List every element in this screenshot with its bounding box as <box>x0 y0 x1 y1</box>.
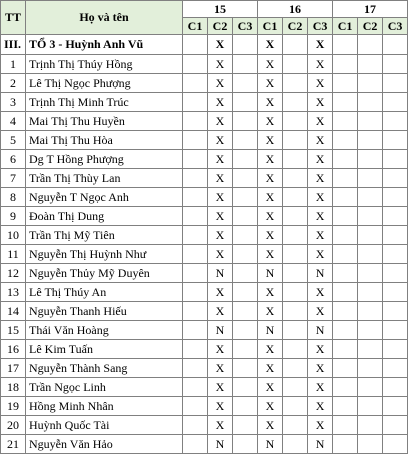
table-row <box>1 245 408 264</box>
mark-cell: X <box>208 74 233 93</box>
mark-cell <box>233 74 258 93</box>
mark-cell: N <box>208 264 233 283</box>
table-row <box>1 321 408 340</box>
member-name: Mai Thị Thu Huyền <box>26 112 183 131</box>
mark-cell <box>183 74 208 93</box>
mark-cell: X <box>308 207 333 226</box>
mark-cell: X <box>208 245 233 264</box>
member-name: Lê Kim Tuấn <box>26 340 183 359</box>
mark-cell: X <box>208 340 233 359</box>
mark-cell: X <box>258 93 283 112</box>
mark-cell <box>333 207 358 226</box>
mark-cell <box>283 416 308 435</box>
mark-cell <box>183 35 208 55</box>
table-row <box>1 207 408 226</box>
mark-cell <box>358 188 383 207</box>
mark-cell <box>183 112 208 131</box>
row-index: 1 <box>1 55 26 74</box>
mark-cell <box>283 302 308 321</box>
mark-cell: X <box>208 93 233 112</box>
mark-cell <box>333 55 358 74</box>
member-name: Nguyễn Thành Sang <box>26 359 183 378</box>
mark-cell <box>283 188 308 207</box>
mark-cell <box>183 169 208 188</box>
mark-cell <box>283 245 308 264</box>
mark-cell: X <box>308 188 333 207</box>
mark-cell <box>233 245 258 264</box>
mark-cell: X <box>208 112 233 131</box>
mark-cell <box>183 302 208 321</box>
mark-cell: X <box>258 35 283 55</box>
mark-cell <box>358 416 383 435</box>
mark-cell <box>383 226 408 245</box>
mark-cell <box>183 150 208 169</box>
mark-cell <box>233 397 258 416</box>
header-name: Họ và tên <box>26 1 183 35</box>
mark-cell <box>183 131 208 150</box>
mark-cell <box>183 245 208 264</box>
mark-cell: X <box>308 378 333 397</box>
mark-cell <box>333 112 358 131</box>
mark-cell <box>383 169 408 188</box>
table-row <box>1 150 408 169</box>
mark-cell: X <box>308 55 333 74</box>
row-index: 3 <box>1 93 26 112</box>
mark-cell: X <box>258 283 283 302</box>
mark-cell <box>358 93 383 112</box>
row-index: 20 <box>1 416 26 435</box>
mark-cell: X <box>208 55 233 74</box>
mark-cell: X <box>258 74 283 93</box>
header-session: C3 <box>383 18 408 35</box>
mark-cell <box>183 359 208 378</box>
mark-cell: X <box>308 226 333 245</box>
mark-cell <box>333 169 358 188</box>
mark-cell: X <box>308 74 333 93</box>
row-index: 9 <box>1 207 26 226</box>
mark-cell <box>333 245 358 264</box>
mark-cell <box>233 150 258 169</box>
mark-cell <box>358 131 383 150</box>
mark-cell <box>183 416 208 435</box>
mark-cell <box>233 188 258 207</box>
mark-cell: X <box>208 416 233 435</box>
mark-cell <box>358 264 383 283</box>
mark-cell: X <box>308 112 333 131</box>
mark-cell <box>358 321 383 340</box>
mark-cell: X <box>258 150 283 169</box>
mark-cell <box>383 340 408 359</box>
table-row <box>1 416 408 435</box>
mark-cell: X <box>208 359 233 378</box>
table-row <box>1 264 408 283</box>
mark-cell <box>233 264 258 283</box>
header-session: C2 <box>208 18 233 35</box>
mark-cell <box>283 321 308 340</box>
mark-cell <box>333 321 358 340</box>
mark-cell <box>358 169 383 188</box>
mark-cell <box>333 93 358 112</box>
mark-cell <box>183 93 208 112</box>
mark-cell: X <box>308 302 333 321</box>
mark-cell <box>333 359 358 378</box>
mark-cell <box>183 321 208 340</box>
row-index: 12 <box>1 264 26 283</box>
mark-cell <box>358 112 383 131</box>
member-name: Trịnh Thị Thúy Hồng <box>26 55 183 74</box>
mark-cell <box>283 131 308 150</box>
mark-cell: N <box>208 321 233 340</box>
mark-cell <box>233 207 258 226</box>
mark-cell: X <box>258 207 283 226</box>
table-row <box>1 93 408 112</box>
mark-cell: N <box>308 435 333 454</box>
table-row <box>1 302 408 321</box>
mark-cell: X <box>308 397 333 416</box>
mark-cell <box>183 55 208 74</box>
mark-cell <box>333 150 358 169</box>
mark-cell: N <box>308 321 333 340</box>
mark-cell <box>233 435 258 454</box>
table-row <box>1 283 408 302</box>
mark-cell <box>183 397 208 416</box>
row-index: 2 <box>1 74 26 93</box>
mark-cell <box>333 74 358 93</box>
header-session: C1 <box>183 18 208 35</box>
mark-cell <box>183 435 208 454</box>
member-name: Huỳnh Quốc Tài <box>26 416 183 435</box>
mark-cell <box>383 112 408 131</box>
mark-cell <box>383 359 408 378</box>
member-name: Nguyễn T Ngọc Anh <box>26 188 183 207</box>
group-index: III. <box>1 35 26 55</box>
mark-cell <box>358 302 383 321</box>
mark-cell <box>358 340 383 359</box>
mark-cell <box>383 55 408 74</box>
mark-cell <box>233 416 258 435</box>
row-index: 8 <box>1 188 26 207</box>
mark-cell: X <box>308 35 333 55</box>
table-row <box>1 74 408 93</box>
mark-cell: X <box>208 188 233 207</box>
mark-cell <box>233 302 258 321</box>
mark-cell <box>358 226 383 245</box>
mark-cell <box>183 340 208 359</box>
member-name: Thái Văn Hoàng <box>26 321 183 340</box>
header-session: C3 <box>308 18 333 35</box>
mark-cell <box>383 35 408 55</box>
mark-cell <box>283 226 308 245</box>
mark-cell: X <box>208 35 233 55</box>
member-name: Mai Thị Thu Hòa <box>26 131 183 150</box>
mark-cell <box>283 397 308 416</box>
mark-cell <box>383 397 408 416</box>
mark-cell <box>333 416 358 435</box>
mark-cell <box>383 207 408 226</box>
mark-cell: X <box>308 169 333 188</box>
group-row <box>1 35 408 55</box>
mark-cell <box>358 35 383 55</box>
mark-cell: X <box>308 93 333 112</box>
member-name: Nguyễn Thị Huỳnh Như <box>26 245 183 264</box>
mark-cell <box>358 397 383 416</box>
mark-cell: X <box>258 378 283 397</box>
mark-cell <box>283 35 308 55</box>
header-session: C2 <box>358 18 383 35</box>
mark-cell <box>358 207 383 226</box>
mark-cell: X <box>208 207 233 226</box>
mark-cell <box>358 359 383 378</box>
mark-cell <box>383 150 408 169</box>
mark-cell <box>283 359 308 378</box>
mark-cell: X <box>258 112 283 131</box>
row-index: 10 <box>1 226 26 245</box>
mark-cell <box>333 264 358 283</box>
mark-cell <box>233 55 258 74</box>
mark-cell: X <box>258 340 283 359</box>
mark-cell <box>283 150 308 169</box>
group-title: TỔ 3 - Huỳnh Anh Vũ <box>26 35 183 55</box>
mark-cell: X <box>258 397 283 416</box>
mark-cell: X <box>208 283 233 302</box>
mark-cell <box>183 264 208 283</box>
member-name: Trần Thị Mỹ Tiên <box>26 226 183 245</box>
mark-cell <box>233 321 258 340</box>
header-week: 16 <box>258 1 333 18</box>
row-index: 5 <box>1 131 26 150</box>
header-session: C1 <box>333 18 358 35</box>
mark-cell <box>183 283 208 302</box>
mark-cell: N <box>258 435 283 454</box>
table-row <box>1 55 408 74</box>
mark-cell <box>283 93 308 112</box>
mark-cell: X <box>208 302 233 321</box>
row-index: 11 <box>1 245 26 264</box>
mark-cell: N <box>308 264 333 283</box>
mark-cell <box>333 397 358 416</box>
mark-cell: X <box>208 397 233 416</box>
mark-cell <box>283 378 308 397</box>
mark-cell <box>233 359 258 378</box>
mark-cell <box>358 435 383 454</box>
mark-cell <box>383 283 408 302</box>
mark-cell <box>383 378 408 397</box>
mark-cell: X <box>208 378 233 397</box>
member-name: Trần Ngọc Linh <box>26 378 183 397</box>
mark-cell <box>358 55 383 74</box>
mark-cell <box>333 226 358 245</box>
mark-cell: X <box>258 359 283 378</box>
header-week: 17 <box>333 1 408 18</box>
mark-cell: X <box>258 188 283 207</box>
mark-cell <box>183 188 208 207</box>
mark-cell <box>233 93 258 112</box>
mark-cell <box>233 378 258 397</box>
mark-cell <box>283 283 308 302</box>
mark-cell <box>233 283 258 302</box>
mark-cell <box>383 416 408 435</box>
member-name: Lê Thị Thúy An <box>26 283 183 302</box>
row-index: 19 <box>1 397 26 416</box>
row-index: 17 <box>1 359 26 378</box>
mark-cell <box>333 340 358 359</box>
header-week: 15 <box>183 1 258 18</box>
table-row <box>1 131 408 150</box>
mark-cell <box>383 264 408 283</box>
table-row <box>1 340 408 359</box>
mark-cell <box>333 131 358 150</box>
mark-cell: X <box>308 245 333 264</box>
mark-cell <box>383 93 408 112</box>
member-name: Đoàn Thị Dung <box>26 207 183 226</box>
header-row-weeks <box>1 1 408 18</box>
mark-cell: N <box>258 321 283 340</box>
mark-cell: X <box>208 169 233 188</box>
mark-cell <box>383 435 408 454</box>
mark-cell <box>183 378 208 397</box>
mark-cell <box>383 302 408 321</box>
roster-body <box>1 35 408 454</box>
table-row <box>1 169 408 188</box>
mark-cell <box>283 207 308 226</box>
mark-cell: X <box>258 245 283 264</box>
row-index: 21 <box>1 435 26 454</box>
mark-cell <box>358 74 383 93</box>
row-index: 15 <box>1 321 26 340</box>
mark-cell: X <box>208 131 233 150</box>
header-session: C3 <box>233 18 258 35</box>
mark-cell: X <box>308 340 333 359</box>
member-name: Hồng Minh Nhân <box>26 397 183 416</box>
mark-cell <box>383 131 408 150</box>
mark-cell <box>233 131 258 150</box>
mark-cell: X <box>258 416 283 435</box>
row-index: 16 <box>1 340 26 359</box>
mark-cell <box>233 35 258 55</box>
mark-cell: X <box>308 416 333 435</box>
mark-cell <box>233 340 258 359</box>
member-name: Dg T Hồng Phượng <box>26 150 183 169</box>
header-tt: TT <box>1 1 26 35</box>
mark-cell <box>358 245 383 264</box>
mark-cell <box>283 55 308 74</box>
member-name: Trịnh Thị Minh Trúc <box>26 93 183 112</box>
table-row <box>1 378 408 397</box>
mark-cell <box>333 302 358 321</box>
mark-cell: X <box>258 169 283 188</box>
mark-cell <box>183 226 208 245</box>
mark-cell <box>233 169 258 188</box>
mark-cell: X <box>258 131 283 150</box>
mark-cell: X <box>208 150 233 169</box>
mark-cell <box>333 188 358 207</box>
row-index: 7 <box>1 169 26 188</box>
mark-cell: X <box>258 55 283 74</box>
mark-cell: X <box>258 302 283 321</box>
mark-cell <box>283 74 308 93</box>
mark-cell <box>383 245 408 264</box>
table-row <box>1 188 408 207</box>
row-index: 18 <box>1 378 26 397</box>
table-row <box>1 397 408 416</box>
mark-cell <box>183 207 208 226</box>
mark-cell <box>283 340 308 359</box>
mark-cell <box>283 169 308 188</box>
mark-cell: X <box>308 131 333 150</box>
mark-cell: X <box>258 226 283 245</box>
table-row <box>1 435 408 454</box>
mark-cell: N <box>258 264 283 283</box>
mark-cell: X <box>208 226 233 245</box>
row-index: 4 <box>1 112 26 131</box>
mark-cell <box>358 378 383 397</box>
row-index: 14 <box>1 302 26 321</box>
mark-cell <box>358 150 383 169</box>
mark-cell <box>383 74 408 93</box>
member-name: Lê Thị Ngọc Phượng <box>26 74 183 93</box>
header-session: C1 <box>258 18 283 35</box>
mark-cell <box>283 264 308 283</box>
row-index: 6 <box>1 150 26 169</box>
mark-cell <box>333 378 358 397</box>
mark-cell <box>233 112 258 131</box>
row-index: 13 <box>1 283 26 302</box>
mark-cell <box>333 35 358 55</box>
table-row <box>1 112 408 131</box>
table-row <box>1 359 408 378</box>
table-row <box>1 226 408 245</box>
mark-cell: X <box>308 283 333 302</box>
member-name: Nguyễn Văn Hảo <box>26 435 183 454</box>
member-name: Nguyễn Thủy Mỹ Duyên <box>26 264 183 283</box>
mark-cell <box>233 226 258 245</box>
member-name: Nguyễn Thanh Hiếu <box>26 302 183 321</box>
mark-cell: N <box>208 435 233 454</box>
mark-cell <box>283 435 308 454</box>
mark-cell <box>383 188 408 207</box>
mark-cell <box>333 435 358 454</box>
member-name: Trần Thị Thùy Lan <box>26 169 183 188</box>
mark-cell <box>358 283 383 302</box>
mark-cell <box>383 321 408 340</box>
mark-cell: X <box>308 359 333 378</box>
mark-cell: X <box>308 150 333 169</box>
mark-cell <box>333 283 358 302</box>
header-session: C2 <box>283 18 308 35</box>
mark-cell <box>283 112 308 131</box>
